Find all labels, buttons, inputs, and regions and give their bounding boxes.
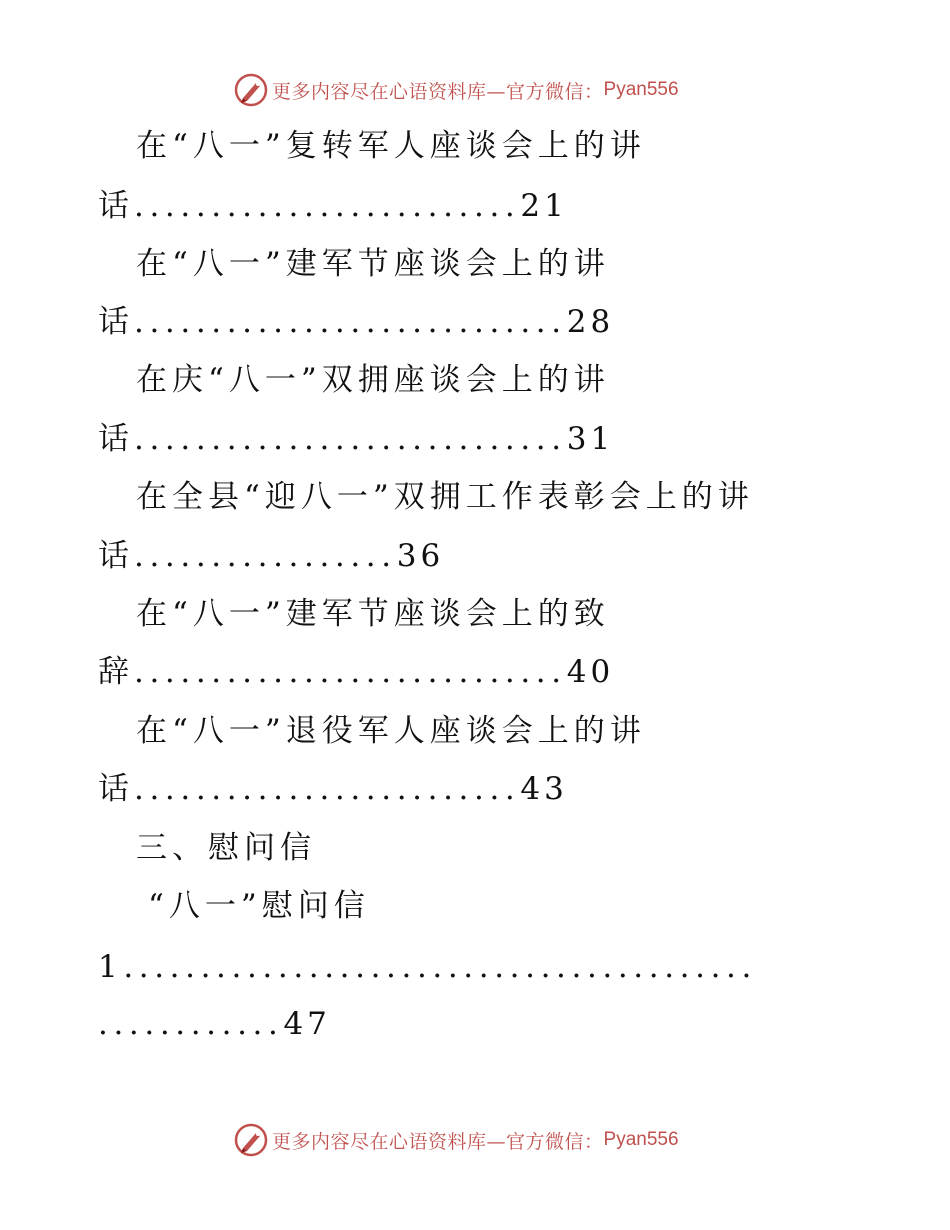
toc-entry-title[interactable]: 在庆“八一”双拥座谈会上的讲 [136,362,610,398]
toc-page-number: 36 [396,538,445,574]
pen-logo-icon [234,1123,268,1157]
toc-page-number: 31 [566,421,615,457]
toc-entry-title[interactable]: 在“八一”退役军人座谈会上的讲 [136,713,646,749]
toc-leader-dots: ......................... [134,771,521,807]
toc-leader-dots: ......................... [134,188,521,224]
toc-entry-tail: 话 [98,188,134,224]
toc-page-number: 40 [566,654,615,690]
pen-logo-icon [234,73,268,107]
toc-entry-tail: 话 [98,538,134,574]
section-heading: 三、慰问信 [136,830,316,866]
toc-entry-tail: 话 [98,771,134,807]
toc-entry-page-line[interactable] [98,652,614,692]
toc-entry-tail: 辞 [98,654,134,690]
toc-leader-dots: ............ [98,1006,284,1042]
toc-entry-page-line-2[interactable] [98,1004,331,1044]
toc-entry-page-line[interactable] [98,536,444,576]
toc-page-number: 47 [283,1006,331,1042]
toc-page-number: 43 [520,771,568,807]
watermark-text: 更多内容尽在心语资料库—官方微信： [272,1130,604,1153]
toc-entry-title[interactable]: 在全县“迎八一”双拥工作表彰会上的讲 [136,479,754,515]
watermark-header [234,72,679,108]
toc-leader-dots: ............................ [134,654,567,690]
toc-entry-tail: 话 [98,421,134,457]
watermark-wechat-id: Pyan556 [603,79,679,100]
toc-entry-tail: 话 [98,304,134,340]
toc-entry-page-line-1[interactable] [98,947,757,987]
toc-entry-title[interactable]: “八一”慰问信 [148,888,370,924]
toc-entry-title[interactable]: 在“八一”建军节座谈会上的致 [136,596,610,632]
toc-page-number: 21 [520,188,568,224]
toc-entry-title[interactable]: 在“八一”复转军人座谈会上的讲 [136,128,646,164]
toc-entry-page-line[interactable] [98,419,614,459]
toc-entry-page-line[interactable] [98,302,614,342]
toc-leader-dots: ............................ [134,304,567,340]
watermark-footer [234,1122,679,1158]
toc-leader-dots: ............................ [134,421,567,457]
toc-leader-dots: 1......................................... [98,949,757,985]
toc-entry-title[interactable]: 在“八一”建军节座谈会上的讲 [136,246,610,282]
toc-entry-page-line[interactable] [98,769,568,809]
toc-leader-dots: ................. [134,538,397,574]
watermark-wechat-id: Pyan556 [603,1129,679,1150]
toc-entry-page-line[interactable] [98,186,568,226]
watermark-text: 更多内容尽在心语资料库—官方微信： [272,80,604,103]
toc-page-number: 28 [566,304,615,340]
